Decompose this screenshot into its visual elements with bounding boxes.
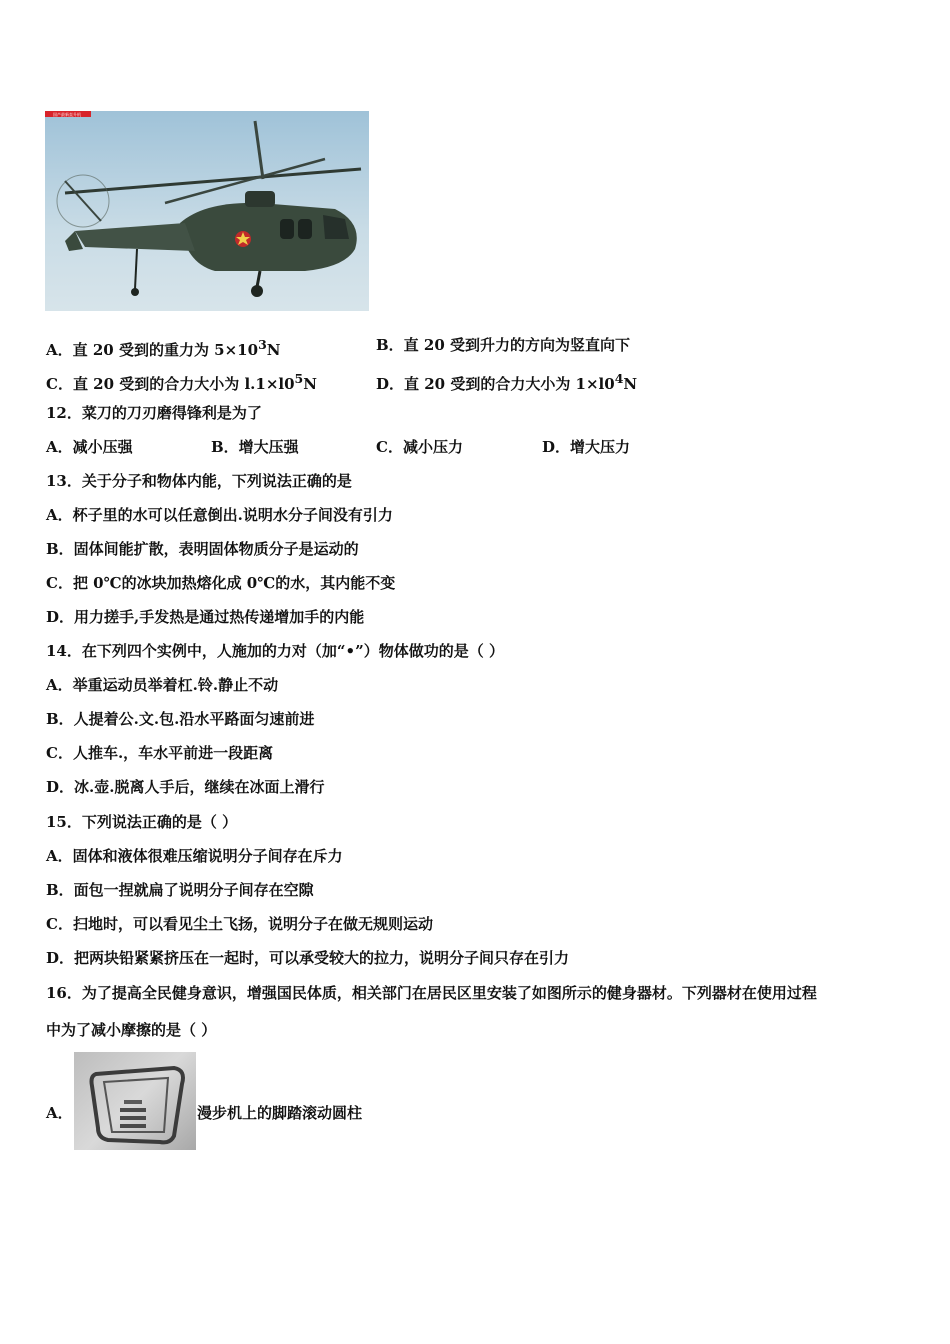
q16-option-a-label: A． bbox=[46, 1104, 73, 1122]
figure-logo-text: 国产最新直升机 bbox=[53, 112, 81, 117]
q11-option-a bbox=[46, 335, 280, 360]
q11-option-a-text: A．直 20 受到的重力为 5×10 bbox=[46, 341, 259, 359]
q12-option-d: D．增大压力 bbox=[542, 438, 631, 456]
q11-option-c bbox=[46, 369, 317, 394]
q15-option-c: C．扫地时，可以看见尘土飞扬，说明分子在做无规则运动 bbox=[46, 915, 433, 933]
q12-option-c: C．减小压力 bbox=[376, 438, 463, 456]
q12-option-b: B．增大压强 bbox=[211, 438, 299, 456]
q16-option-a-text: 漫步机上的脚踏滚动圆柱 bbox=[197, 1104, 363, 1122]
q11-option-c-unit: N bbox=[303, 375, 317, 393]
q14-stem: 14．在下列四个实例中，人施加的力对（加“•”）物体做功的是（ ） bbox=[46, 642, 504, 660]
q15-stem: 15．下列说法正确的是（ ） bbox=[46, 813, 238, 831]
q14-option-c: C．人推车.，车水平前进一段距离 bbox=[46, 744, 274, 762]
q14-option-b: B．人提着公.文.包.沿水平路面匀速前进 bbox=[46, 710, 315, 728]
q13-option-b: B．固体间能扩散，表明固体物质分子是运动的 bbox=[46, 540, 359, 558]
q16-stem-line1: 16．为了提高全民健身意识，增强国民体质，相关部门在居民区里安装了如图所示的健身器材。下列器材在使用过程 bbox=[46, 984, 817, 1002]
walking-machine-photo bbox=[74, 1052, 196, 1150]
q11-option-d-exponent: 4 bbox=[614, 371, 624, 386]
q11-option-a-exponent: 3 bbox=[258, 337, 267, 352]
q11-option-a-unit: N bbox=[266, 341, 281, 359]
q12-stem: 12．菜刀的刀刃磨得锋利是为了 bbox=[46, 404, 262, 422]
q11-option-b: B．直 20 受到升力的方向为竖直向下 bbox=[376, 336, 630, 354]
q12-option-a: A．减小压强 bbox=[46, 438, 133, 456]
q13-option-d: D．用力搓手,手发热是通过热传递增加手的内能 bbox=[46, 608, 365, 626]
q15-option-a: A．固体和液体很难压缩说明分子间存在斥力 bbox=[46, 847, 343, 865]
q11-option-d-unit: N bbox=[623, 375, 638, 393]
q13-option-a: A．杯子里的水可以任意倒出.说明水分子间没有引力 bbox=[46, 506, 393, 524]
q14-option-d: D．冰.壶.脱离人手后，继续在冰面上滑行 bbox=[46, 778, 325, 796]
q11-option-c-text: C．直 20 受到的合力大小为 l.1×l0 bbox=[46, 375, 295, 393]
helicopter-figure bbox=[45, 111, 369, 311]
q11-option-d-text: D．直 20 受到的合力大小为 1×l0 bbox=[376, 375, 615, 393]
q13-option-c: C．把 0℃的冰块加热熔化成 0℃的水，其内能不变 bbox=[46, 574, 396, 592]
q13-stem: 13．关于分子和物体内能，下列说法正确的是 bbox=[46, 472, 352, 490]
q11-option-d bbox=[376, 369, 637, 394]
q14-option-a: A．举重运动员举着杠.铃.静止不动 bbox=[46, 676, 279, 694]
q15-option-d: D．把两块铅紧紧挤压在一起时，可以承受较大的拉力，说明分子间只存在引力 bbox=[46, 949, 570, 967]
q11-option-c-exponent: 5 bbox=[294, 371, 304, 386]
q15-option-b: B．面包一捏就扁了说明分子间存在空隙 bbox=[46, 881, 314, 899]
q16-stem-line2: 中为了减小摩擦的是（ ） bbox=[46, 1021, 217, 1039]
